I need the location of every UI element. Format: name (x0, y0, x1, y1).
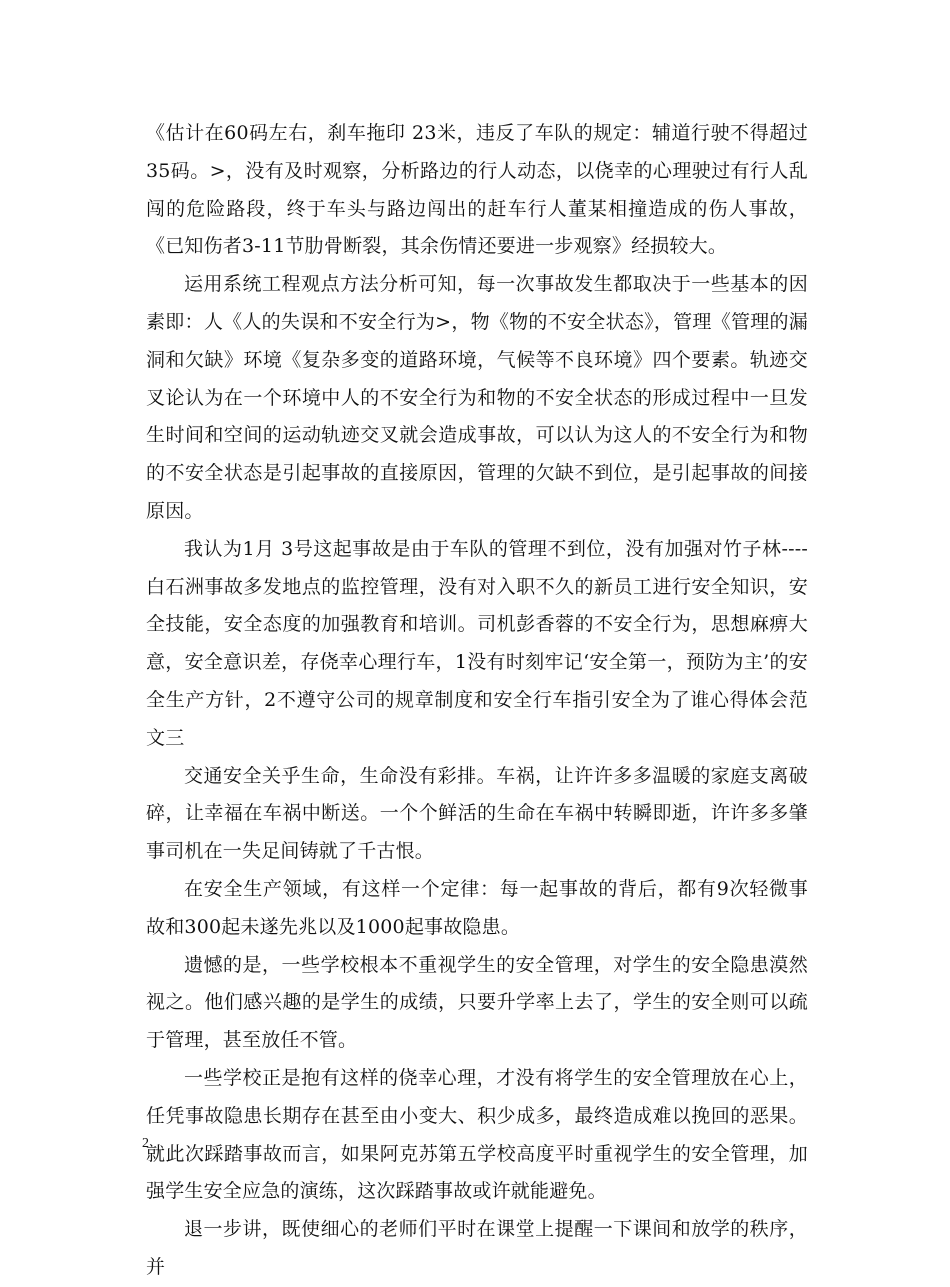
paragraph-2: 运用系统工程观点方法分析可知，每一次事故发生都取决于一些基本的因素即：人《人的失误和不安全行为>，物《物的不安全状态》，管理《管理的漏洞和欠缺》环境《复杂多变的道路环境，气候等不良环境》四个要素。轨迹交叉论认为在一个环境中人的不安全行为和物的不安全状态的形成过程中一旦发生时间和空间的运动轨迹交叉就会造成事故，可以认为这人的不安全行为和物的不安全状态是引起事故的直接原因，管理的欠缺不到位，是引起事故的间接原因。 (146, 273, 808, 522)
paragraph-6: 遗憾的是，一些学校根本不重视学生的安全管理，对学生的安全隐患漠然视之。他们感兴趣的是学生的成绩，只要升学率上去了，学生的安全则可以疏于管理，甚至放任不管。 (146, 953, 808, 1052)
paragraph-8: 退一步讲，既使细心的老师们平时在课堂上提醒一下课间和放学的秩序，并 (146, 1218, 808, 1278)
paragraph-7: 一些学校正是抱有这样的侥幸心理，才没有将学生的安全管理放在心上，任凭事故隐患长期存在甚至由小变大、积少成多，最终造成难以挽回的恶果。就此次踩踏事故而言，如果阿克苏第五学校高度平时重视学生的安全管理，加强学生安全应急的演练，这次踩踏事故或许就能避免。 (146, 1066, 808, 1203)
paragraph-3: 我认为1月 3号这起事故是由于车队的管理不到位，没有加强对竹子林----白石洲事故多发地点的监控管理，没有对入职不久的新员工进行安全知识，安全技能，安全态度的加强教育和培训。司机彭香蓉的不安全行为，思想麻痹大意，安全意识差，存侥幸心理行车，1没有时刻牢记‘安全第一，预防为主’的安全生产方针，2不遵守公司的规章制度和安全行车指引安全为了谁心得体会范文三 (146, 537, 808, 749)
paragraph-5: 在安全生产领域，有这样一个定律：每一起事故的背后，都有9次轻微事故和300起未遂先兆以及1000起事故隐患。 (146, 877, 808, 938)
paragraph-4: 交通安全关乎生命，生命没有彩排。车祸，让许许多多温暖的家庭支离破碎，让幸福在车祸中断送。一个个鲜活的生命在车祸中转瞬即逝，许许多多肇事司机在一失足间铸就了千古恨。 (146, 764, 808, 863)
body-text (146, 115, 808, 1287)
paragraph-1: 《估计在60码左右，刹车拖印 23米，违反了车队的规定：辅道行驶不得超过35码。>，没有及时观察，分析路边的行人动态，以侥幸的心理驶过有行人乱闯的危险路段，终于车头与路边闯出的赶车行人董某相撞造成的伤人事故，《已知伤者3-11节肋骨断裂，其余伤情还要进一步观察》经损较大。 (146, 122, 808, 258)
page-number: 2 (142, 1136, 149, 1151)
